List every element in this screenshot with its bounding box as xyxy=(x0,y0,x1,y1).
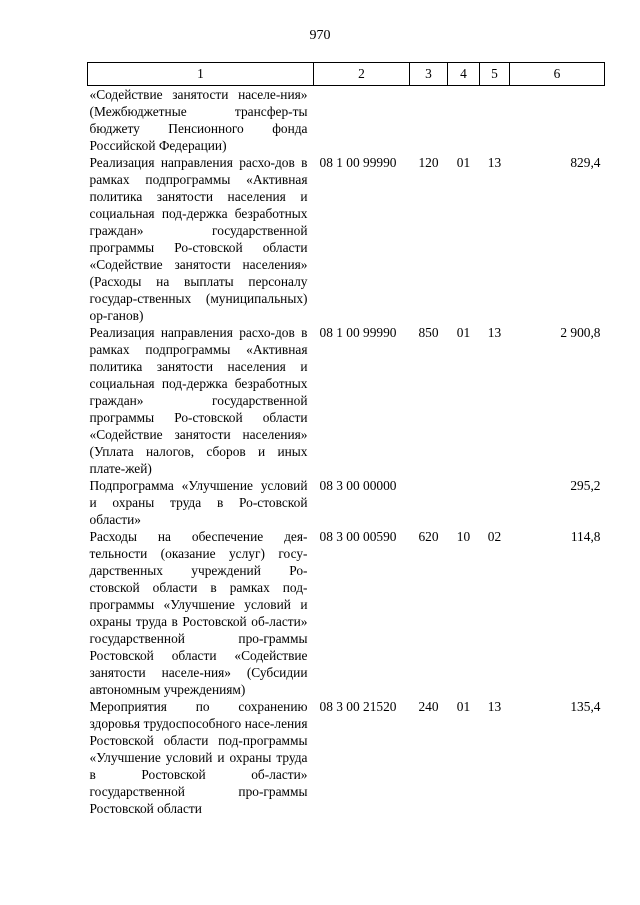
row-amount: 295,2 xyxy=(570,478,601,493)
row-col-3: 120 xyxy=(418,155,439,170)
row-col-3 xyxy=(410,86,448,155)
row-col-3: 620 xyxy=(418,529,439,544)
header-col-1: 1 xyxy=(88,63,314,86)
row-description: Подпрограмма «Улучшение условий и охраны труда в Ро-стовской области» xyxy=(89,478,308,527)
row-code xyxy=(314,86,410,155)
row-col-3: 850 xyxy=(418,325,439,340)
row-code: 08 3 00 00000 xyxy=(319,478,397,493)
row-description: Мероприятия по сохранению здоровья трудоспособного насе-ления Ростовской области под-программы «Улучшение условий и охраны труда в Ростовской об-ласти» государственной про-граммы Ростовской области xyxy=(89,699,308,816)
row-amount: 2 900,8 xyxy=(560,325,601,340)
row-col-5 xyxy=(480,86,510,155)
header-col-6: 6 xyxy=(510,63,605,86)
row-code: 08 1 00 99990 xyxy=(319,325,397,340)
page-number: 970 xyxy=(309,28,331,43)
header-col-3: 3 xyxy=(410,63,448,86)
header-col-5: 5 xyxy=(480,63,510,86)
row-col-3: 240 xyxy=(418,699,439,714)
row-col-5: 13 xyxy=(487,325,502,340)
row-col-4: 10 xyxy=(456,529,471,544)
budget-table xyxy=(87,62,605,817)
table-row xyxy=(88,324,605,477)
row-amount xyxy=(510,86,605,155)
row-code: 08 1 00 99990 xyxy=(319,155,397,170)
row-col-4: 01 xyxy=(456,699,471,714)
row-description: Реализация направления расхо-дов в рамках подпрограммы «Активная политика занятости населения и социальная под-держка безработных граждан» государственной программы Ро-стовской области «Содействие занятости населения» (Расходы на выплаты персоналу государ-ственных (муниципальных) ор-ганов) xyxy=(89,155,308,323)
table-row xyxy=(88,154,605,324)
row-col-4 xyxy=(448,477,480,528)
row-amount: 114,8 xyxy=(570,529,601,544)
row-amount: 829,4 xyxy=(570,155,601,170)
table-row xyxy=(88,477,605,528)
row-code: 08 3 00 00590 xyxy=(319,529,397,544)
row-col-4: 01 xyxy=(456,155,471,170)
table-row xyxy=(88,528,605,698)
row-col-5 xyxy=(480,477,510,528)
row-description: Реализация направления расхо-дов в рамках подпрограммы «Активная политика занятости населения и социальная под-держка безработных граждан» государственной программы Ро-стовской области «Содействие занятости населения» (Уплата налогов, сборов и иных плате-жей) xyxy=(89,325,308,476)
row-col-5: 13 xyxy=(487,155,502,170)
row-col-4: 01 xyxy=(456,325,471,340)
row-description: Расходы на обеспечение дея-тельности (оказание услуг) госу-дарственных учреждений Ро-стовской области в рамках под-программы «Улучшение условий и охраны труда в Ростовской об-ласти» государственной про-граммы Ростовской области «Содействие занятости населе-ния» (Субсидии автономным учреждениям) xyxy=(89,529,308,697)
row-code: 08 3 00 21520 xyxy=(319,699,397,714)
header-col-2: 2 xyxy=(314,63,410,86)
table-header-row xyxy=(88,63,605,86)
row-col-5: 02 xyxy=(487,529,502,544)
table-row xyxy=(88,86,605,155)
row-description: «Содействие занятости населе-ния» (Межбюджетные трансфер-ты бюджету Пенсионного фонда Российской Федерации) xyxy=(89,87,308,153)
row-amount: 135,4 xyxy=(570,699,601,714)
row-col-4 xyxy=(448,86,480,155)
row-col-5: 13 xyxy=(487,699,502,714)
header-col-4: 4 xyxy=(448,63,480,86)
table-row xyxy=(88,698,605,817)
row-col-3 xyxy=(410,477,448,528)
